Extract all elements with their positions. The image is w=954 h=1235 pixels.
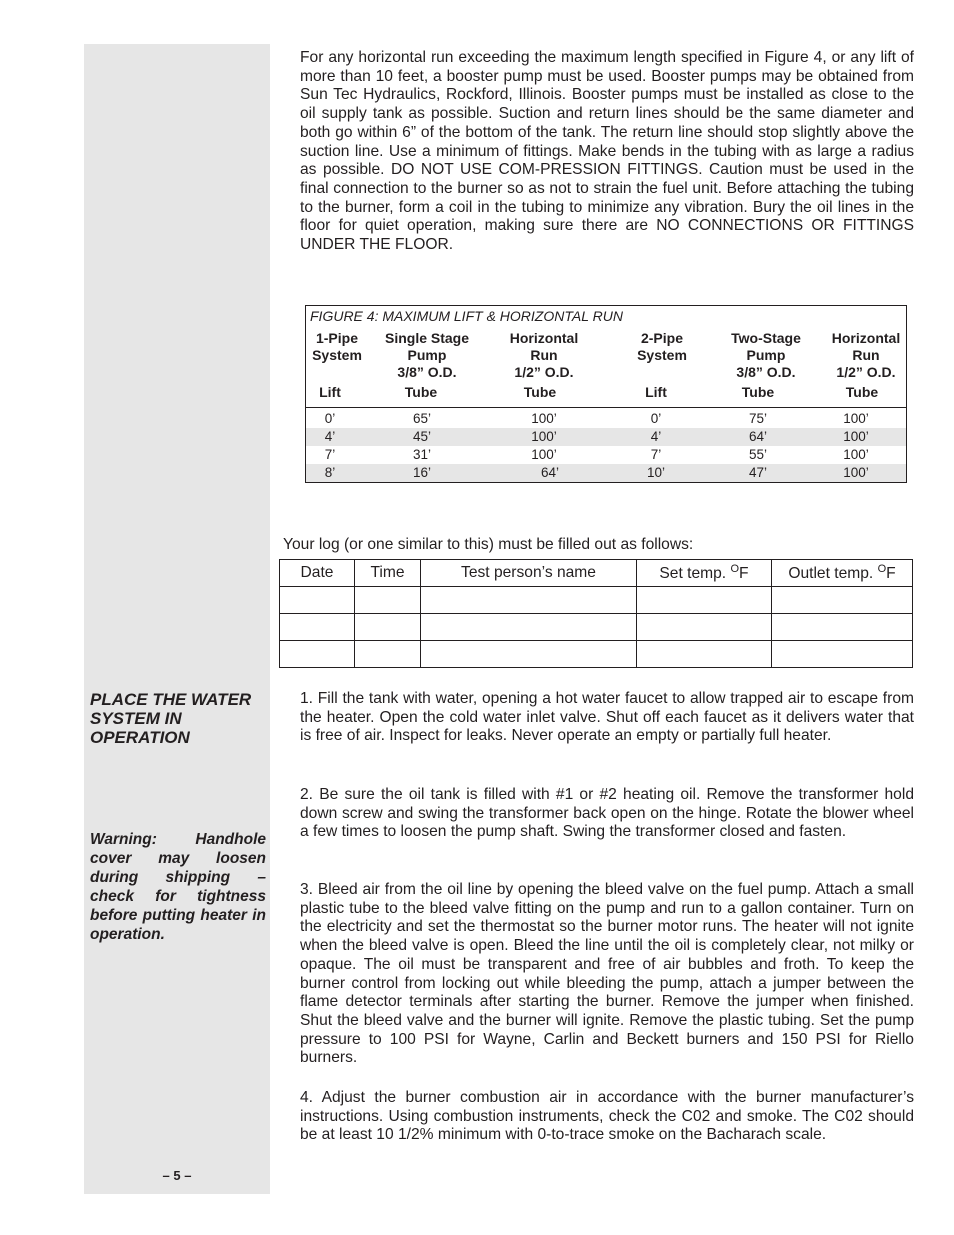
log-header-row (280, 560, 913, 587)
log-cell (637, 587, 772, 614)
cell-lift-1: 4’ (324, 429, 336, 444)
log-cell (637, 614, 772, 641)
log-intro: Your log (or one similar to this) must be filled out as follows: (283, 536, 694, 553)
table-row (306, 446, 906, 464)
header-col-5: Two-Stage Pump 3/8” O.D. (731, 330, 801, 380)
log-cell (280, 641, 355, 668)
header-divider (306, 407, 906, 408)
cell-two-stage: 47’ (748, 465, 767, 480)
log-cell (772, 614, 913, 641)
intro-paragraph: For any horizontal run exceeding the maximum length specified in Figure 4, or any lift of more than 10 feet, a booster pump must be used. Booster pumps may be obtained from Sun Tec Hydraulics, Rockford, Illinois. Booster pumps must be installed as close to the oil supply tank as possible. Suction and return lines should be the same diameter and both go within 6” of the bottom of the tank. The return line should stop slightly above the suction line. Use a minimum of fittings. Make bends in the tubing with as large a radius as possible. DO NOT USE COM-PRESSION FITTINGS. Caution must be used in the final connection to the burner so as not to strain the fuel unit. Before attaching the tubing to the burner, form a coil in the tubing to minimize any vibration. Bury the oil lines in the floor for quiet operation, making sure there are NO CONNECTIONS OR FITTINGS UNDER THE FLOOR. (300, 49, 914, 254)
set-temp-label: Set temp. (659, 565, 731, 583)
cell-single-stage: 65’ (412, 411, 431, 426)
header-col-2: Single Stage Pump 3/8” O.D. (384, 330, 470, 380)
cell-lift-1: 0’ (324, 411, 336, 426)
cell-run-1: 100’ (531, 429, 557, 444)
section-heading: PLACE THE WATER SYSTEM IN OPERATION (90, 690, 252, 747)
subheader-col-6: Tube (845, 384, 879, 400)
log-table (279, 559, 913, 668)
log-cell (355, 587, 421, 614)
table-row (306, 428, 906, 446)
log-row (280, 641, 913, 668)
cell-single-stage: 16’ (412, 465, 431, 480)
subheader-col-4: Lift (645, 384, 667, 400)
log-cell (280, 614, 355, 641)
col-person: Test person’s name (421, 560, 637, 587)
log-cell (355, 614, 421, 641)
cell-run-1: 100’ (531, 411, 557, 426)
step-4-paragraph: 4. Adjust the burner combustion air in accordance with the burner manufacturer’s instructions. Using combustion instruments, check the C02 and smoke. The C02 should be at least 10 1/2% minimum with 0-to-trace smoke on the Bacharach scale. (300, 1089, 914, 1144)
col-date: Date (280, 560, 355, 587)
subheader-col-3: Tube (523, 384, 557, 400)
log-cell (421, 614, 637, 641)
subheader-col-1: Lift (319, 384, 341, 400)
log-cell (280, 587, 355, 614)
outlet-temp-label: Outlet temp. (788, 565, 878, 583)
cell-run-2: 100’ (843, 465, 869, 480)
cell-single-stage: 45’ (412, 429, 431, 444)
log-cell (637, 641, 772, 668)
figure-4-table (305, 305, 907, 483)
cell-lift-1: 8’ (324, 465, 336, 480)
log-cell (421, 641, 637, 668)
table-row (306, 464, 906, 482)
warning-note: Warning: Handhole cover may loosen during shipping – check for tightness before putting heater in operation. (90, 831, 266, 943)
step-1-paragraph: 1. Fill the tank with water, opening a hot water faucet to allow trapped air to escape from the heater. Open the cold water inlet valve. Shut off each faucet as it delivers water that is free of air. Inspect for leaks. Never operate an empty or partially full heater. (300, 690, 914, 745)
unit-f: F (886, 565, 896, 583)
log-row (280, 587, 913, 614)
log-cell (772, 641, 913, 668)
page-number: – 5 – (162, 1168, 192, 1183)
cell-single-stage: 31’ (412, 447, 431, 462)
cell-lift-2: 7’ (650, 447, 662, 462)
log-cell (421, 587, 637, 614)
log-cell (355, 641, 421, 668)
header-col-4: 2-Pipe System (637, 330, 687, 363)
log-row (280, 614, 913, 641)
degree-symbol: O (730, 562, 740, 575)
cell-run-2: 100’ (843, 411, 869, 426)
figure-caption: FIGURE 4: MAXIMUM LIFT & HORIZONTAL RUN (310, 308, 623, 324)
cell-lift-2: 4’ (650, 429, 662, 444)
header-col-6: Horizontal Run 1/2” O.D. (831, 330, 901, 380)
step-2-paragraph: 2. Be sure the oil tank is filled with #1 or #2 heating oil. Remove the transformer hold down screw and swing the transformer back open on the hinge. Rotate the blower wheel a few times to loosen the pump shaft. Swing the transformer closed and fasten. (300, 786, 914, 841)
cell-lift-2: 0’ (650, 411, 662, 426)
subheader-col-5: Tube (741, 384, 775, 400)
table-row (306, 410, 906, 428)
sidebar-panel (84, 44, 270, 1194)
cell-run-2: 100’ (843, 447, 869, 462)
log-cell (772, 587, 913, 614)
step-3-paragraph: 3. Bleed air from the oil line by opening the bleed valve on the fuel pump. Attach a small plastic tube to the bleed valve fitting on the pump and run to a gallon container. Turn on the electricity and set the thermostat so the burner motor runs. The heater will not ignite when the bleed valve is open. Bleed the line until the oil is completely clear, not milky or opaque. The oil must be transparent and free of air bubbles and froth. To keep the burner control from locking out while bleeding the pump, attach a jumper between the flame detector terminals after starting the burner. Remove the jumper when finished. Shut the bleed valve and the burner will ignite. Remove the plastic tubing. Set the pump pressure to 100 PSI for Wayne, Carlin and Beckett burners and 150 PSI for Riello burners. (300, 881, 914, 1067)
cell-two-stage: 64’ (748, 429, 767, 444)
cell-run-2: 100’ (843, 429, 869, 444)
degree-symbol: O (877, 562, 887, 575)
cell-lift-1: 7’ (324, 447, 336, 462)
header-col-3: Horizontal Run 1/2” O.D. (509, 330, 579, 380)
cell-run-1: 100’ (531, 447, 557, 462)
unit-f: F (739, 565, 749, 583)
col-outlet-temp (772, 560, 913, 587)
cell-two-stage: 55’ (748, 447, 767, 462)
col-time: Time (355, 560, 421, 587)
cell-two-stage: 75’ (748, 411, 767, 426)
cell-lift-2: 10’ (646, 465, 665, 480)
col-set-temp (637, 560, 772, 587)
subheader-col-2: Tube (404, 384, 438, 400)
cell-run-1: 64’ (540, 465, 559, 480)
header-col-1: 1-Pipe System (312, 330, 362, 363)
